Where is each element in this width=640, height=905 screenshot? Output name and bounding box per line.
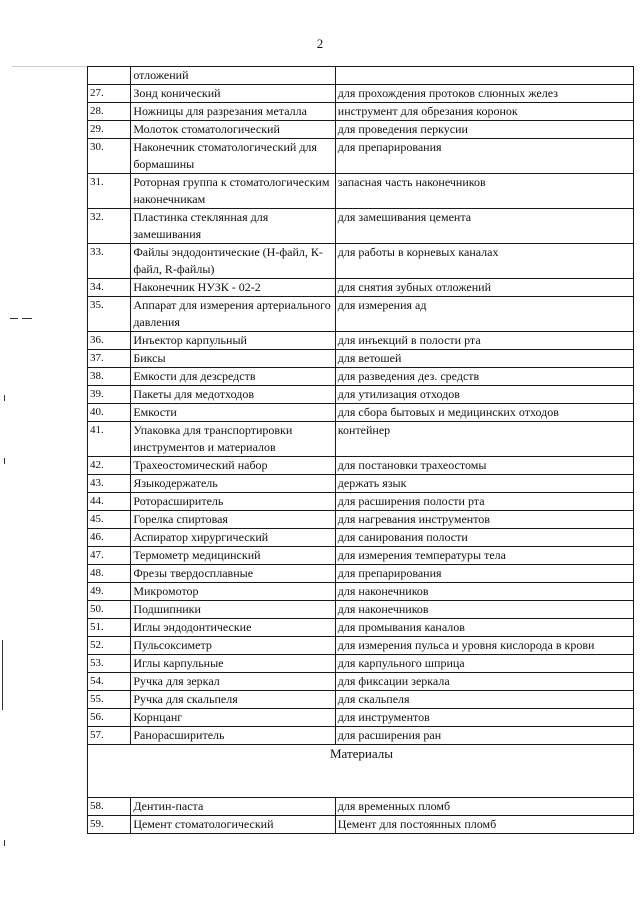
item-name: Дентин-паста	[131, 798, 335, 816]
item-purpose: для измерения ад	[335, 297, 633, 332]
table-row	[88, 547, 634, 565]
item-purpose: для измерения пульса и уровня кислорода в крови	[335, 637, 633, 655]
item-name: Иглы карпульные	[131, 655, 335, 673]
table-row	[88, 619, 634, 637]
table-row	[88, 798, 634, 816]
table-row	[88, 601, 634, 619]
item-name: Аппарат для измерения артериального давления	[131, 297, 335, 332]
item-purpose: для скальпеля	[335, 691, 633, 709]
item-purpose: для инъекций в полости рта	[335, 332, 633, 350]
row-number: 33.	[88, 244, 131, 279]
item-name: Упаковка для транспортировки инструментов и материалов	[131, 422, 335, 457]
item-name: Наконечник НУЗК - 02-2	[131, 279, 335, 297]
item-purpose: запасная часть наконечников	[335, 174, 633, 209]
table-row	[88, 297, 634, 332]
row-number: 57.	[88, 727, 131, 745]
row-number: 34.	[88, 279, 131, 297]
item-name: Трахеостомический набор	[131, 457, 335, 475]
table-row	[88, 511, 634, 529]
item-purpose: для санирования полости	[335, 529, 633, 547]
table-row	[88, 457, 634, 475]
item-purpose: для нагревания инструментов	[335, 511, 633, 529]
item-purpose: для утилизация отходов	[335, 386, 633, 404]
item-purpose: для сбора бытовых и медицинских отходов	[335, 404, 633, 422]
item-purpose: для работы в корневых каналах	[335, 244, 633, 279]
item-name: Ранорасширитель	[131, 727, 335, 745]
scan-mark	[2, 640, 3, 710]
section-row	[88, 745, 634, 798]
item-purpose: для карпульного шприца	[335, 655, 633, 673]
table-row	[88, 655, 634, 673]
item-purpose: для замешивания цемента	[335, 209, 633, 244]
item-name: Инъектор карпульный	[131, 332, 335, 350]
row-number: 31.	[88, 174, 131, 209]
table-row	[88, 637, 634, 655]
table-row	[88, 121, 634, 139]
item-purpose	[335, 67, 633, 85]
row-number: 43.	[88, 475, 131, 493]
table-row	[88, 174, 634, 209]
item-name: Емкости для дезсредств	[131, 368, 335, 386]
row-number	[88, 67, 131, 85]
table-row	[88, 493, 634, 511]
table-row	[88, 529, 634, 547]
item-name: Микромотор	[131, 583, 335, 601]
table-row	[88, 727, 634, 745]
page-number: 2	[316, 36, 324, 51]
item-purpose: для прохождения протоков слюнных желез	[335, 85, 633, 103]
item-purpose: для препарирования	[335, 565, 633, 583]
row-number: 45.	[88, 511, 131, 529]
continued-row	[88, 67, 634, 85]
row-number: 47.	[88, 547, 131, 565]
table-row	[88, 85, 634, 103]
item-purpose: для наконечников	[335, 583, 633, 601]
item-purpose: для ветошей	[335, 350, 633, 368]
scan-mark	[22, 318, 32, 319]
table-row	[88, 350, 634, 368]
item-purpose: для измерения температуры тела	[335, 547, 633, 565]
scan-mark	[4, 458, 5, 464]
item-purpose: для разведения дез. средств	[335, 368, 633, 386]
row-number: 51.	[88, 619, 131, 637]
row-number: 37.	[88, 350, 131, 368]
row-number: 46.	[88, 529, 131, 547]
item-name: Файлы эндодонтические (Н-файл, К-файл, R-файлы)	[131, 244, 335, 279]
item-name: Биксы	[131, 350, 335, 368]
row-number: 32.	[88, 209, 131, 244]
item-purpose: для наконечников	[335, 601, 633, 619]
item-purpose: для расширения полости рта	[335, 493, 633, 511]
table-row	[88, 103, 634, 121]
row-number: 28.	[88, 103, 131, 121]
scan-mark	[10, 318, 18, 319]
table-row	[88, 209, 634, 244]
item-purpose: для промывания каналов	[335, 619, 633, 637]
row-number: 54.	[88, 673, 131, 691]
table-row	[88, 139, 634, 174]
item-purpose: Цемент для постоянных пломб	[335, 816, 633, 834]
item-name: Цемент стоматологический	[131, 816, 335, 834]
row-number: 42.	[88, 457, 131, 475]
section-title: Материалы	[88, 745, 634, 798]
row-number: 49.	[88, 583, 131, 601]
item-name: Термометр медицинский	[131, 547, 335, 565]
row-number: 55.	[88, 691, 131, 709]
row-number: 58.	[88, 798, 131, 816]
item-name: Роторасширитель	[131, 493, 335, 511]
equipment-table	[87, 66, 634, 834]
table-row	[88, 279, 634, 297]
row-number: 59.	[88, 816, 131, 834]
item-purpose: для постановки трахеостомы	[335, 457, 633, 475]
item-name: Зонд конический	[131, 85, 335, 103]
table-row	[88, 565, 634, 583]
item-name: Пульсоксиметр	[131, 637, 335, 655]
item-name: Роторная группа к стоматологическим наконечникам	[131, 174, 335, 209]
item-name: Корнцанг	[131, 709, 335, 727]
item-purpose: для проведения перкусии	[335, 121, 633, 139]
row-number: 38.	[88, 368, 131, 386]
item-name: Молоток стоматологический	[131, 121, 335, 139]
table-row	[88, 709, 634, 727]
row-number: 50.	[88, 601, 131, 619]
row-number: 53.	[88, 655, 131, 673]
row-number: 39.	[88, 386, 131, 404]
row-number: 27.	[88, 85, 131, 103]
table-row	[88, 583, 634, 601]
row-number: 29.	[88, 121, 131, 139]
item-purpose: держать язык	[335, 475, 633, 493]
item-name: Пакеты для медотходов	[131, 386, 335, 404]
table-row	[88, 422, 634, 457]
table-row	[88, 368, 634, 386]
item-name: Ручка для скальпеля	[131, 691, 335, 709]
item-name: отложений	[131, 67, 335, 85]
item-name: Иглы эндодонтические	[131, 619, 335, 637]
row-number: 36.	[88, 332, 131, 350]
table-row	[88, 475, 634, 493]
table-row	[88, 816, 634, 834]
row-number: 48.	[88, 565, 131, 583]
item-purpose: инструмент для обрезания коронок	[335, 103, 633, 121]
row-number: 40.	[88, 404, 131, 422]
item-name: Языкодержатель	[131, 475, 335, 493]
item-purpose: для расширения ран	[335, 727, 633, 745]
item-name: Наконечник стоматологический для бормашины	[131, 139, 335, 174]
item-name: Пластинка стеклянная для замешивания	[131, 209, 335, 244]
table-row	[88, 332, 634, 350]
table-row	[88, 244, 634, 279]
item-purpose: для фиксации зеркала	[335, 673, 633, 691]
item-name: Ручка для зеркал	[131, 673, 335, 691]
item-name: Горелка спиртовая	[131, 511, 335, 529]
scan-mark	[4, 840, 5, 846]
item-purpose: для препарирования	[335, 139, 633, 174]
item-name: Подшипники	[131, 601, 335, 619]
item-name: Фрезы твердосплавные	[131, 565, 335, 583]
table-row	[88, 404, 634, 422]
item-purpose: контейнер	[335, 422, 633, 457]
table-row	[88, 386, 634, 404]
row-number: 30.	[88, 139, 131, 174]
row-number: 35.	[88, 297, 131, 332]
row-number: 56.	[88, 709, 131, 727]
scan-mark	[4, 395, 5, 401]
row-number: 52.	[88, 637, 131, 655]
table-row	[88, 673, 634, 691]
item-purpose: для снятия зубных отложений	[335, 279, 633, 297]
item-purpose: для инструментов	[335, 709, 633, 727]
item-name: Ножницы для разрезания металла	[131, 103, 335, 121]
item-name: Аспиратор хирургический	[131, 529, 335, 547]
item-purpose: для временных пломб	[335, 798, 633, 816]
row-number: 41.	[88, 422, 131, 457]
item-name: Емкости	[131, 404, 335, 422]
row-number: 44.	[88, 493, 131, 511]
table-row	[88, 691, 634, 709]
